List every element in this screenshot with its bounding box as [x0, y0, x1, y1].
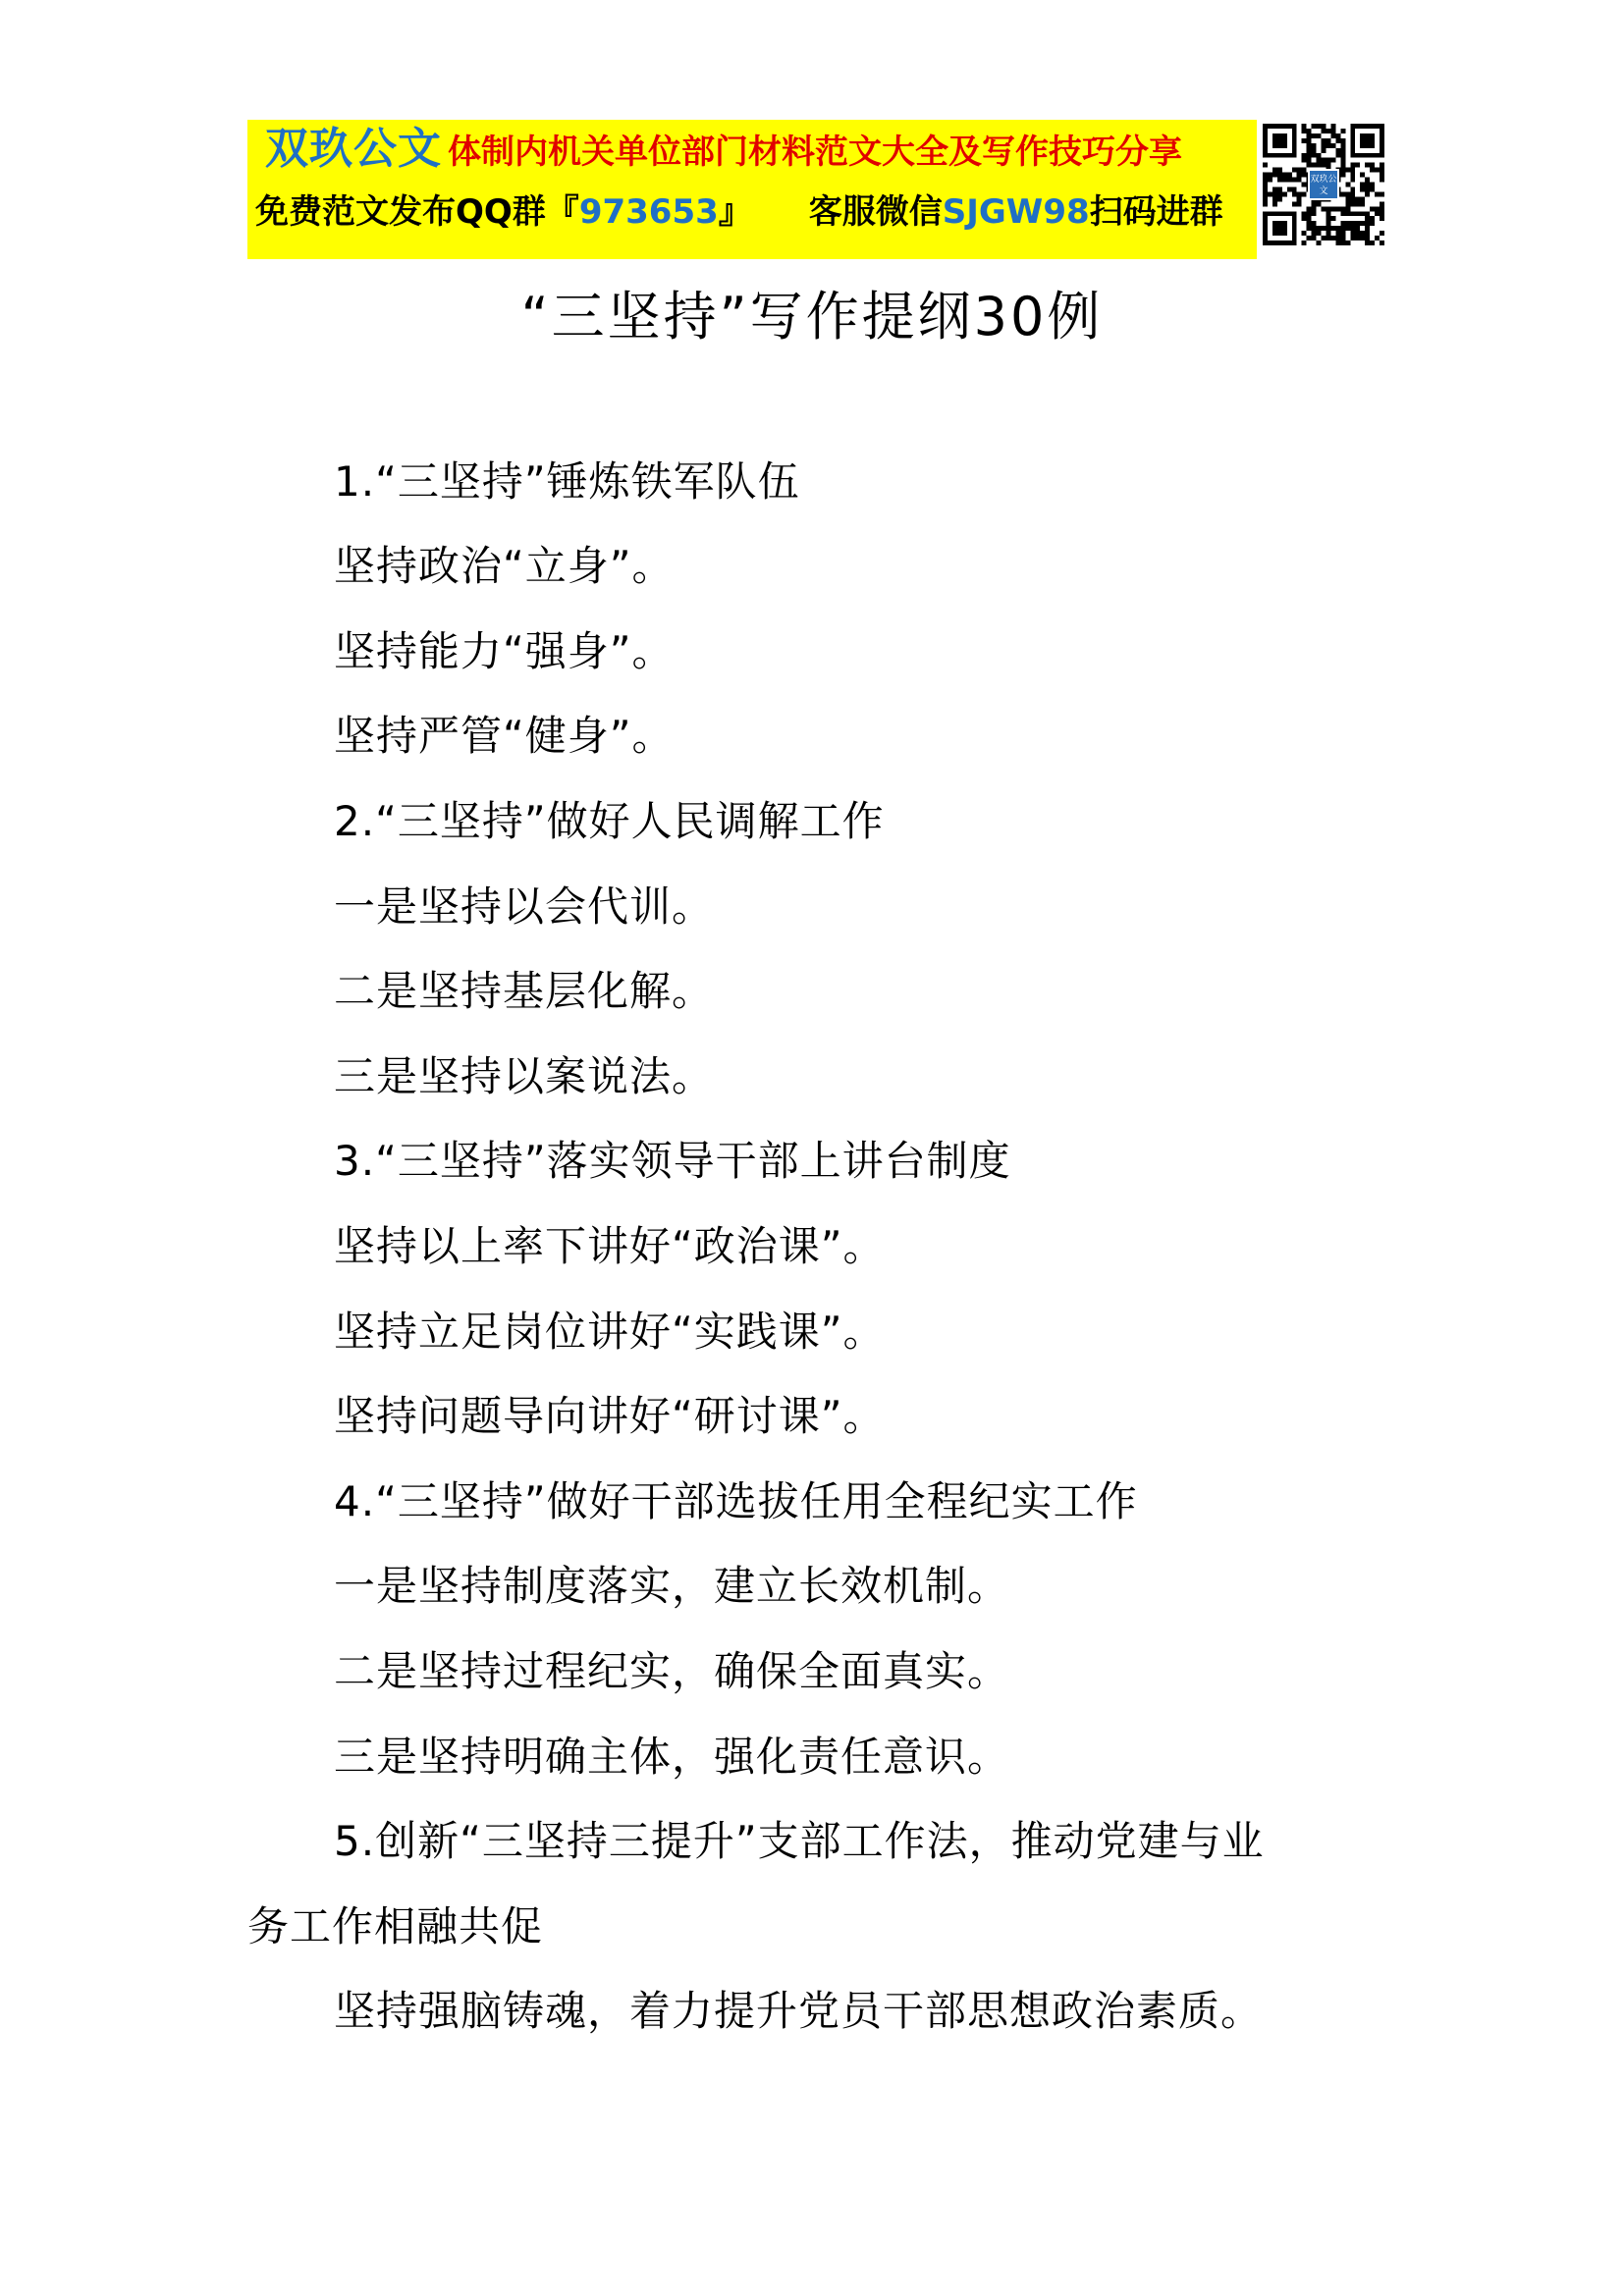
- qr-code-icon: [1263, 124, 1384, 245]
- heading-item-5: 5.创新“三坚持三提升”支部工作法，推动党建与业: [334, 1817, 1265, 1865]
- wechat-id: SJGW98: [942, 192, 1090, 232]
- banner-headline: [265, 124, 1182, 174]
- paragraph-line: 坚持问题导向讲好“研讨课”。: [334, 1392, 886, 1440]
- qq-group-number: 973653: [578, 192, 719, 232]
- document-title: “三坚持”写作提纲30例: [520, 286, 1104, 347]
- heading-item-1: 1.“三坚持”锤炼铁军队伍: [334, 457, 800, 506]
- heading-item-5-continued: 务工作相融共促: [247, 1902, 544, 1950]
- heading-item-3: 3.“三坚持”落实领导干部上讲台制度: [334, 1137, 1011, 1185]
- heading-item-4: 4.“三坚持”做好干部选拔任用全程纪实工作: [334, 1477, 1138, 1525]
- paragraph-line: 坚持强脑铸魂，着力提升党员干部思想政治素质。: [334, 1987, 1264, 2035]
- qq-group-close: 』: [718, 192, 752, 232]
- wechat-suffix: 扫码进群: [1089, 192, 1223, 232]
- paragraph-line: 一是坚持制度落实，建立长效机制。: [334, 1562, 1010, 1610]
- paragraph-line: 坚持能力“强身”。: [334, 627, 675, 675]
- banner-tagline: 体制内机关单位部门材料范文大全及写作技巧分享: [448, 133, 1182, 172]
- paragraph-line: 三是坚持明确主体，强化责任意识。: [334, 1733, 1010, 1781]
- qq-group-label: 免费范文发布QQ群『: [255, 192, 579, 232]
- paragraph-line: 坚持严管“健身”。: [334, 712, 675, 760]
- paragraph-line: 坚持以上率下讲好“政治课”。: [334, 1222, 886, 1270]
- wechat-label: 客服微信: [808, 192, 943, 232]
- paragraph-line: 三是坚持以案说法。: [334, 1052, 715, 1100]
- paragraph-line: 坚持政治“立身”。: [334, 542, 675, 590]
- qr-logo: 双玖公文: [1308, 169, 1339, 200]
- banner-contact: [255, 192, 1223, 233]
- promo-banner: [247, 120, 1257, 259]
- paragraph-line: 二是坚持基层化解。: [334, 967, 715, 1015]
- paragraph-line: 坚持立足岗位讲好“实践课”。: [334, 1308, 886, 1356]
- paragraph-line: 二是坚持过程纪实，确保全面真实。: [334, 1647, 1010, 1695]
- brand-name: 双玖公文: [265, 124, 442, 174]
- heading-item-2: 2.“三坚持”做好人民调解工作: [334, 797, 885, 845]
- paragraph-line: 一是坚持以会代训。: [334, 882, 715, 931]
